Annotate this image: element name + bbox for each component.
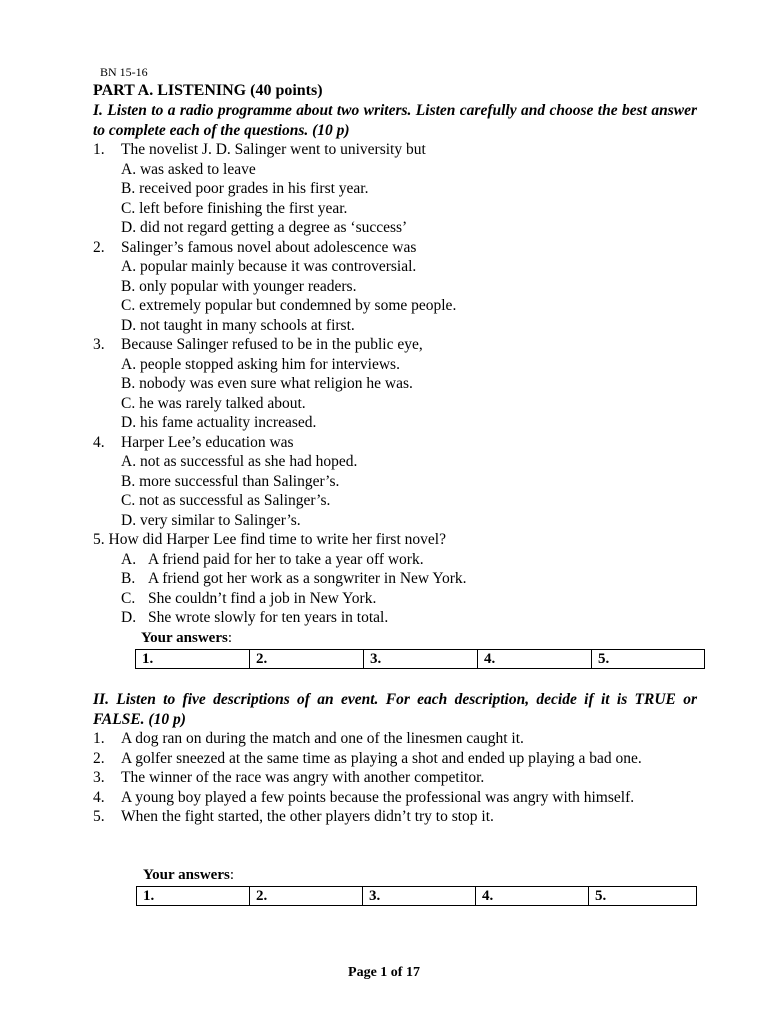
question-text: Because Salinger refused to be in the public eye, [121,336,423,353]
option: A. people stopped asking him for interviews. [121,355,400,373]
option-text: She couldn’t find a job in New York. [148,589,377,607]
question-number: 3. [93,336,105,353]
answers-label [141,629,232,649]
section-2-title: II. Listen to five descriptions of an event. For each description, decide if it is TRUE or FALSE. (10 p) [93,691,697,728]
question-2 [93,238,697,258]
statement-number: 2. [93,749,105,767]
option: C. extremely popular but condemned by some people. [121,297,457,314]
option [93,550,697,570]
statement-number: 1. [93,730,105,747]
answer-cell[interactable]: 2. [250,887,363,906]
part-a-title: PART A. LISTENING (40 points) [93,82,323,99]
statement-number: 5. [93,808,105,825]
question-number: 4. [93,433,105,451]
option-label: A. [121,550,137,568]
answers-label-text: Your answers [141,630,228,646]
answer-cell[interactable]: 1. [137,887,250,906]
answers-table-2 [136,886,697,906]
question-text: The novelist J. D. Salinger went to university but [121,141,426,158]
section-1 [93,101,697,628]
answers-table-1 [135,649,705,669]
option-text: A friend paid for her to take a year off work. [148,550,424,568]
answer-cell[interactable]: 4. [476,887,589,906]
question-text: Salinger’s famous novel about adolescence was [121,238,417,256]
section-2 [93,690,697,827]
option: B. received poor grades in his first year. [121,180,369,197]
answer-cell[interactable]: 2. [250,650,364,669]
statement-text: The winner of the race was angry with another competitor. [121,769,485,786]
option: C. he was rarely talked about. [121,394,306,412]
option: B. more successful than Salinger’s. [121,472,340,490]
answer-cell[interactable]: 3. [364,650,478,669]
option: C. left before finishing the first year. [121,199,348,217]
option-text: She wrote slowly for ten years in total. [148,609,389,626]
statement-number: 3. [93,769,105,786]
option [93,569,697,589]
answers-label-colon: : [229,867,234,883]
answer-cell[interactable]: 5. [592,650,705,669]
question-number: 1. [93,141,105,158]
question-3 [93,335,697,355]
option [93,608,697,628]
option-text: A friend got her work as a songwriter in New York. [148,570,467,587]
option: C. not as successful as Salinger’s. [121,492,331,509]
question-1 [93,140,697,160]
answers-label-colon: : [227,630,232,646]
option-label: B. [121,570,136,587]
option: D. his fame actuality increased. [121,414,317,431]
statement-4 [93,788,697,808]
header-code: BN 15-16 [100,65,148,79]
question-4 [93,433,697,453]
option: B. only popular with younger readers. [121,277,357,295]
option: A. was asked to leave [121,160,256,178]
statement-5 [93,807,697,827]
option-label: C. [121,589,136,607]
page-footer: Page 1 of 17 [348,965,420,980]
answer-cell[interactable]: 4. [478,650,592,669]
question-number: 2. [93,238,105,256]
option: A. popular mainly because it was controversial. [121,258,417,275]
question-5 [93,530,697,550]
statement-text: A young boy played a few points because the professional was angry with himself. [121,788,635,806]
answer-cell[interactable]: 3. [363,887,476,906]
answer-cell[interactable]: 5. [589,887,697,906]
answer-cell[interactable]: 1. [136,650,250,669]
option: D. very similar to Salinger’s. [121,511,301,529]
option: B. nobody was even sure what religion he was. [121,375,413,392]
statement-number: 4. [93,788,105,806]
option: D. not taught in many schools at first. [121,316,355,334]
option [93,589,697,609]
question-text: 5. How did Harper Lee find time to write her first novel? [93,531,446,548]
statement-3 [93,768,697,788]
answers-label [143,866,234,886]
statement-text: A golfer sneezed at the same time as playing a shot and ended up playing a bad one. [121,749,642,767]
question-text: Harper Lee’s education was [121,433,294,451]
answers-label-text: Your answers [143,867,230,883]
section-1-title: I. Listen to a radio programme about two writers. Listen carefully and choose the best answer to complete each of the questions. (10 p) [93,102,697,139]
option-label: D. [121,609,137,626]
option: A. not as successful as she had hoped. [121,453,358,470]
statement-1 [93,729,697,749]
option: D. did not regard getting a degree as ‘success’ [121,219,408,236]
statement-text: When the fight started, the other players didn’t try to stop it. [121,808,494,825]
statement-text: A dog ran on during the match and one of the linesmen caught it. [121,730,524,747]
statement-2 [93,749,697,769]
